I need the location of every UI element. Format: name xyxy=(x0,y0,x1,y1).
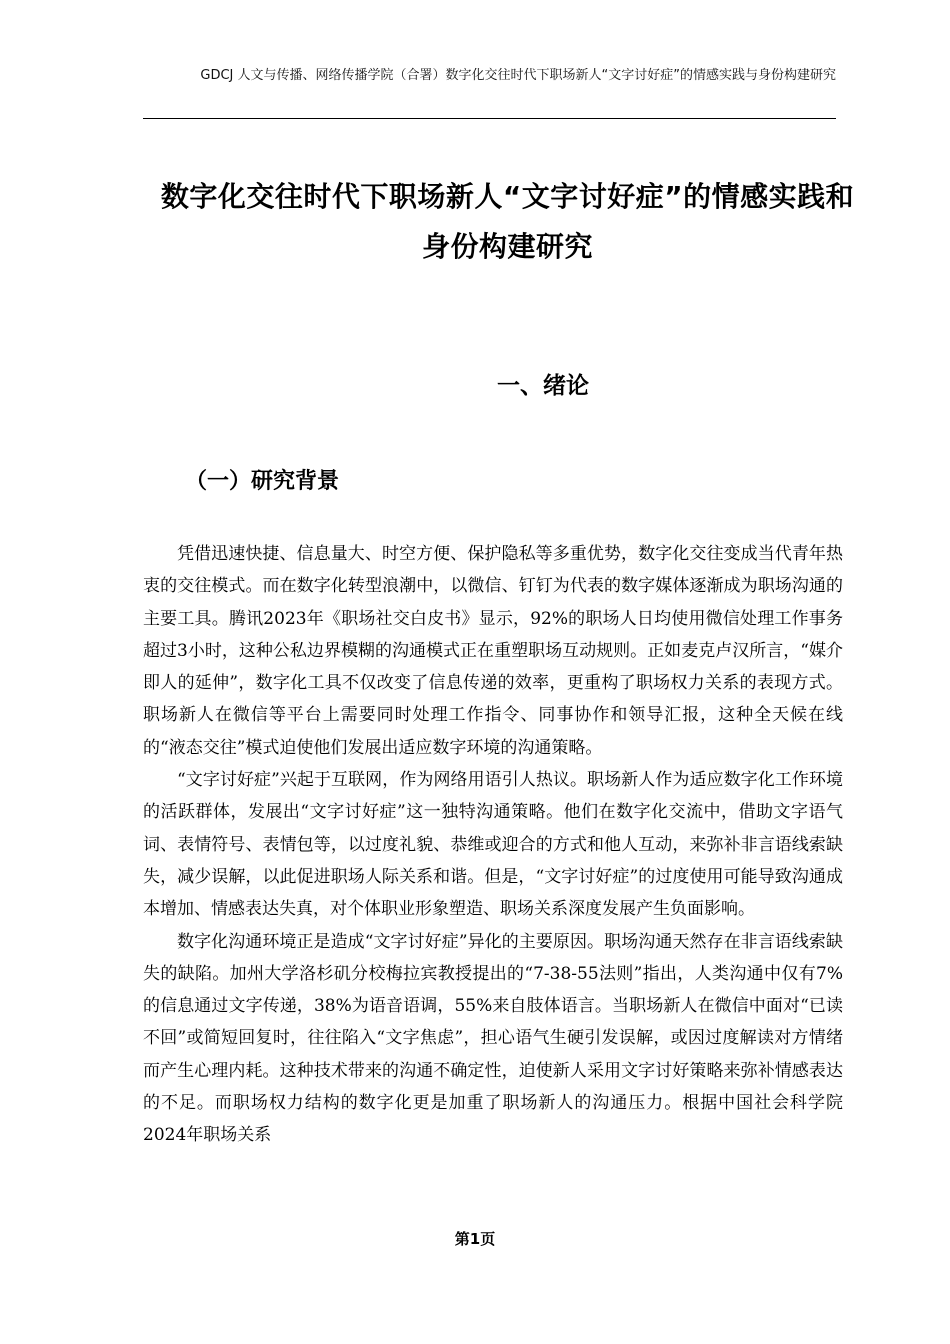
paragraph: “文字讨好症”兴起于互联网，作为网络用语引人热议。职场新人作为适应数字化工作环境的活跃群体，发展出“文字讨好症”这一独特沟通策略。他们在数字化交流中，借助文字语气词、表情符号、表情包等，以过度礼貌、恭维或迎合的方式和他人互动，来弥补非言语线索缺失，减少误解，以此促进职场人际关系和谐。但是，“文字讨好症”的过度使用可能导致沟通成本增加、情感表达失真，对个体职业形象塑造、职场关系深度发展产生负面影响。 xyxy=(143,770,843,920)
page-number: 第1页 xyxy=(454,1230,496,1248)
subsection-heading: （一）研究背景 xyxy=(185,469,340,494)
body-text xyxy=(143,538,843,1152)
document-title: 数字化交往时代下职场新人“文字讨好症”的情感实践和身份构建研究 xyxy=(160,180,855,263)
running-header: GDCJ 人文与传播、网络传播学院（合署）数字化交往时代下职场新人“文字讨好症”的情感实践与身份构建研究 xyxy=(200,68,836,83)
section-heading: 一、绪论 xyxy=(497,373,589,399)
paragraph: 凭借迅速快捷、信息量大、时空方便、保护隐私等多重优势，数字化交往变成当代青年热衷的交往模式。而在数字化转型浪潮中，以微信、钉钉为代表的数字媒体逐渐成为职场沟通的主要工具。腾讯2023年《职场社交白皮书》显示，92%的职场人日均使用微信处理工作事务超过3小时，这种公私边界模糊的沟通模式正在重塑职场互动规则。正如麦克卢汉所言，“媒介即人的延伸”，数字化工具不仅改变了信息传递的效率，更重构了职场权力关系的表现方式。职场新人在微信等平台上需要同时处理工作指令、同事协作和领导汇报，这种全天候在线的“液态交往”模式迫使他们发展出适应数字环境的沟通策略。 xyxy=(143,544,843,758)
header-divider xyxy=(143,118,836,119)
paragraph: 数字化沟通环境正是造成“文字讨好症”异化的主要原因。职场沟通天然存在非言语线索缺失的缺陷。加州大学洛杉矶分校梅拉宾教授提出的“7-38-55法则”指出，人类沟通中仅有7%的信息通过文字传递，38%为语音语调，55%来自肢体语言。当职场新人在微信中面对“已读不回”或简短回复时，往往陷入“文字焦虑”，担心语气生硬引发误解，或因过度解读对方情绪而产生心理内耗。这种技术带来的沟通不确定性，迫使新人采用文字讨好策略来弥补情感表达的不足。而职场权力结构的数字化更是加重了职场新人的沟通压力。根据中国社会科学院2024年职场关系 xyxy=(143,931,843,1146)
